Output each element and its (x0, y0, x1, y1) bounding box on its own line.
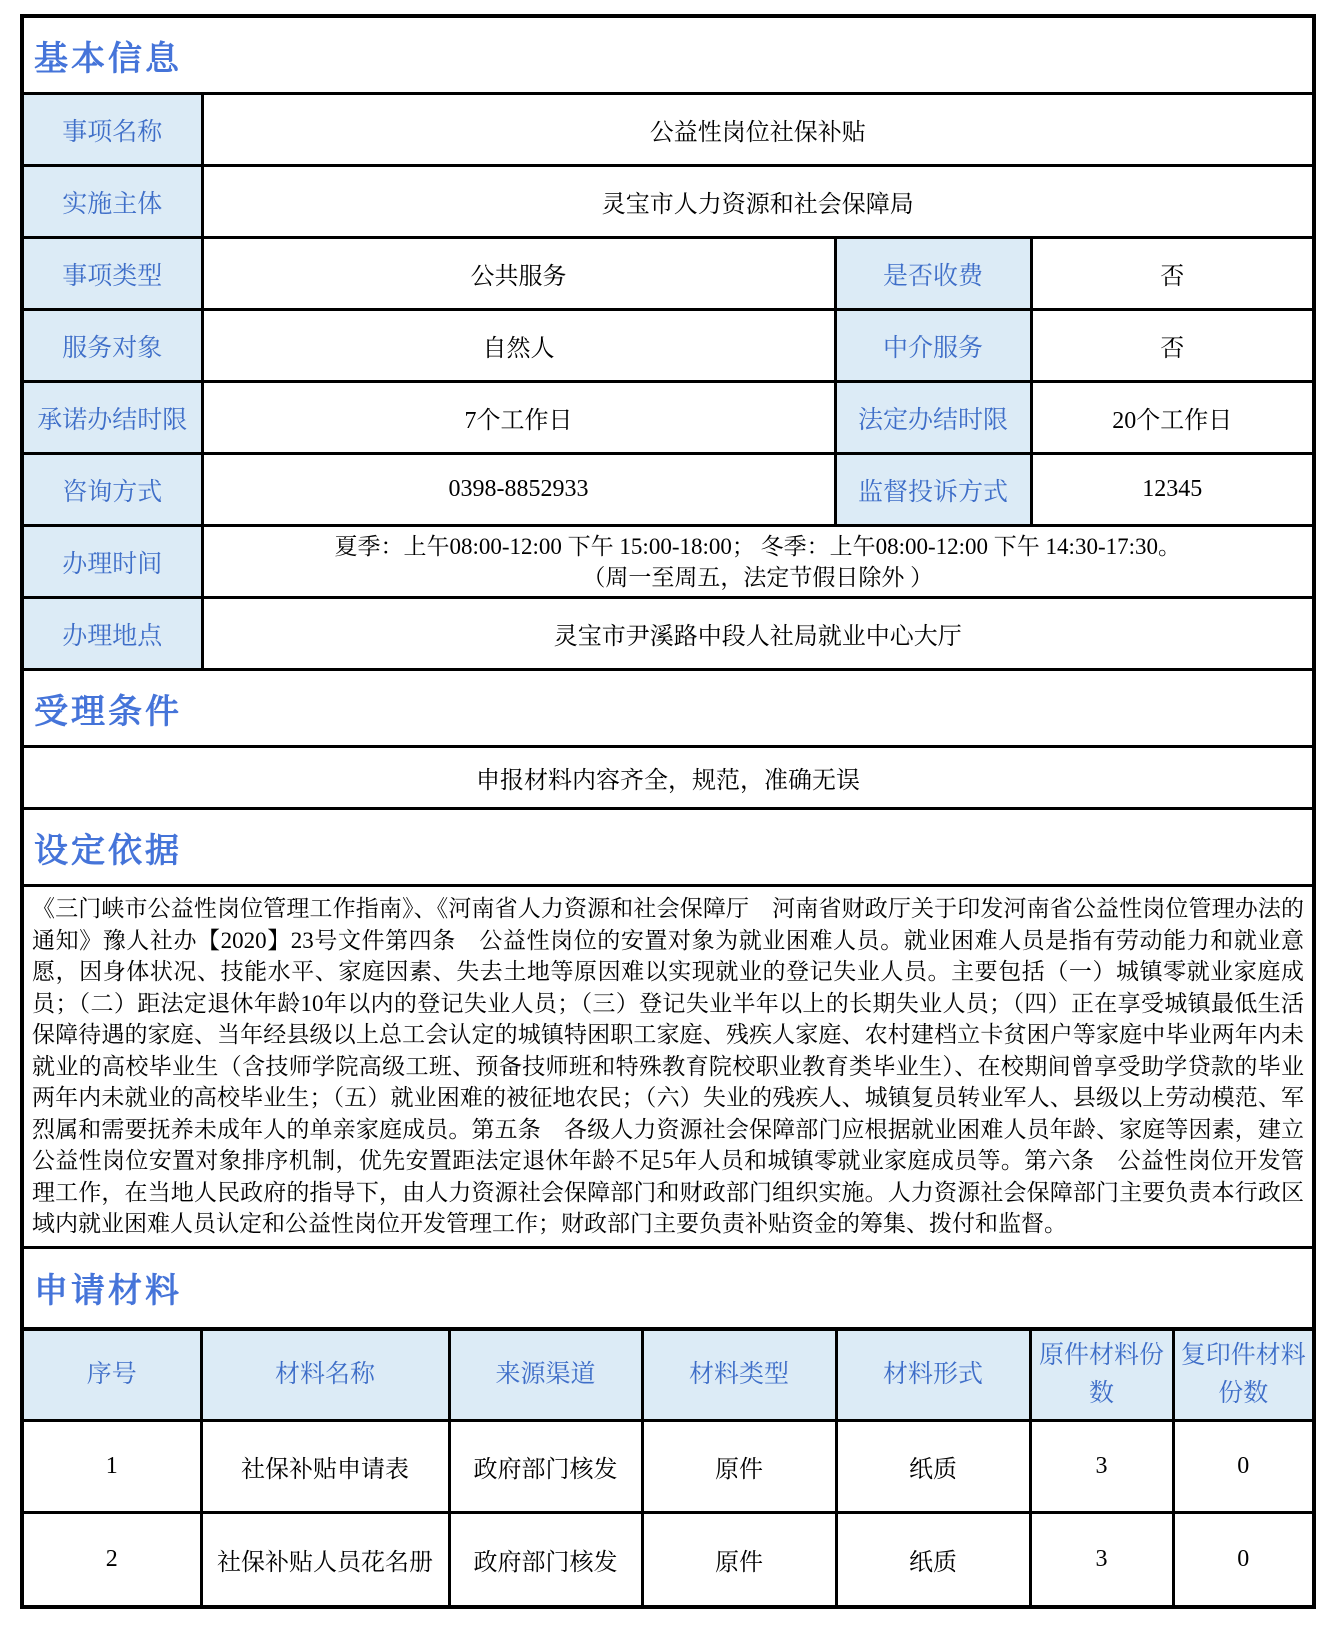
field-label-consultation-phone: 咨询方式 (22, 454, 202, 526)
column-header-material-name: 材料名称 (201, 1329, 449, 1421)
material-2-serial: 2 (22, 1513, 201, 1607)
material-row-2 (22, 1513, 1314, 1607)
field-value-implementing-body: 灵宝市人力资源和社会保障局 (202, 166, 1314, 238)
material-2-original-count: 3 (1030, 1513, 1173, 1607)
material-1-form: 纸质 (836, 1421, 1030, 1513)
field-label-intermediary-service: 中介服务 (835, 310, 1031, 382)
material-2-name: 社保补贴人员花名册 (201, 1513, 449, 1607)
row-legal-basis-content (22, 886, 1314, 1248)
field-value-item-name: 公益性岗位社保补贴 (202, 94, 1314, 166)
field-label-office-hours: 办理时间 (22, 526, 202, 598)
material-row-1 (22, 1421, 1314, 1513)
material-1-source: 政府部门核发 (449, 1421, 642, 1513)
field-value-office-hours (202, 526, 1314, 598)
field-value-consultation-phone: 0398-8852933 (202, 454, 835, 526)
row-implementing-body (22, 166, 1314, 238)
field-label-statutory-time-limit: 法定办结时限 (835, 382, 1031, 454)
field-value-service-target: 自然人 (202, 310, 835, 382)
section-title-legal-basis: 设定依据 (22, 809, 1314, 886)
column-header-material-form: 材料形式 (836, 1329, 1030, 1421)
section-title-acceptance-conditions: 受理条件 (22, 670, 1314, 747)
field-value-statutory-time-limit: 20个工作日 (1031, 382, 1314, 454)
basic-info-table (20, 14, 1316, 1331)
column-header-source-channel: 来源渠道 (449, 1329, 642, 1421)
section-row-acceptance (22, 670, 1314, 747)
row-office-hours (22, 526, 1314, 598)
row-acceptance-content (22, 747, 1314, 809)
row-item-type-fee (22, 238, 1314, 310)
column-header-photocopy-copies: 复印件材料份数 (1173, 1329, 1314, 1421)
materials-table (20, 1327, 1316, 1609)
material-1-original-count: 3 (1030, 1421, 1173, 1513)
field-value-item-type: 公共服务 (202, 238, 835, 310)
material-2-source: 政府部门核发 (449, 1513, 642, 1607)
field-label-item-type: 事项类型 (22, 238, 202, 310)
material-2-type: 原件 (642, 1513, 836, 1607)
field-value-complaint-hotline: 12345 (1031, 454, 1314, 526)
section-row-application-materials (22, 1247, 1314, 1329)
row-office-location (22, 598, 1314, 670)
service-info-document (20, 14, 1312, 1609)
section-row-basic-info (22, 16, 1314, 94)
material-2-form: 纸质 (836, 1513, 1030, 1607)
section-row-legal-basis (22, 809, 1314, 886)
material-1-name: 社保补贴申请表 (201, 1421, 449, 1513)
field-label-implementing-body: 实施主体 (22, 166, 202, 238)
field-label-fee-charged: 是否收费 (835, 238, 1031, 310)
acceptance-conditions-text: 申报材料内容齐全，规范，准确无误 (22, 747, 1314, 809)
field-value-promised-time-limit: 7个工作日 (202, 382, 835, 454)
row-item-name (22, 94, 1314, 166)
section-title-application-materials: 申请材料 (22, 1247, 1314, 1329)
field-value-intermediary-service: 否 (1031, 310, 1314, 382)
column-header-material-type: 材料类型 (642, 1329, 836, 1421)
field-label-office-location: 办理地点 (22, 598, 202, 670)
field-label-complaint-hotline: 监督投诉方式 (835, 454, 1031, 526)
material-2-copy-count: 0 (1173, 1513, 1314, 1607)
field-label-item-name: 事项名称 (22, 94, 202, 166)
material-1-serial: 1 (22, 1421, 201, 1513)
materials-header-row (22, 1329, 1314, 1421)
column-header-original-copies: 原件材料份数 (1030, 1329, 1173, 1421)
field-label-promised-time-limit: 承诺办结时限 (22, 382, 202, 454)
section-title-basic-info: 基本信息 (22, 16, 1314, 94)
office-hours-line-1: 夏季：上午08:00-12:00 下午 15:00-18:00； 冬季：上午08:00-12:00 下午 14:30-17:30。 (334, 533, 1181, 559)
column-header-serial-number: 序号 (22, 1329, 201, 1421)
office-hours-line-2: （周一至周五，法定节假日除外 ） (582, 564, 934, 590)
row-contact-complaint (22, 454, 1314, 526)
material-1-type: 原件 (642, 1421, 836, 1513)
row-service-target-intermediary (22, 310, 1314, 382)
row-time-limits (22, 382, 1314, 454)
material-1-copy-count: 0 (1173, 1421, 1314, 1513)
field-label-service-target: 服务对象 (22, 310, 202, 382)
field-value-office-location: 灵宝市尹溪路中段人社局就业中心大厅 (202, 598, 1314, 670)
legal-basis-text: 《三门峡市公益性岗位管理工作指南》、《河南省人力资源和社会保障厅 河南省财政厅关于印发河南省公益性岗位管理办法的通知》豫人社办【2020】23号文件第四条 公益性岗位的安置对象为就业困难人员。就业困难人员是指有劳动能力和就业意愿，因身体状况、技能水平、家庭因素、失去土地等原因难以实现就业的登记失业人员。主要包括（一）城镇零就业家庭成员；（二）距法定退休年龄10年以内的登记失业人员；（三）登记失业半年以上的长期失业人员；（四）正在享受城镇最低生活保障待遇的家庭、当年经县级以上总工会认定的城镇特困职工家庭、残疾人家庭、农村建档立卡贫困户等家庭中毕业两年内未就业的高校毕业生（含技师学院高级工班、预备技师班和特殊教育院校职业教育类毕业生）、在校期间曾享受助学贷款的毕业两年内未就业的高校毕业生；（五）就业困难的被征地农民；（六）失业的残疾人、城镇复员转业军人、县级以上劳动模范、军烈属和需要抚养未成年人的单亲家庭成员。第五条 各级人力资源社会保障部门应根据就业困难人员年龄、家庭等因素，建立公益性岗位安置对象排序机制，优先安置距法定退休年龄不足5年人员和城镇零就业家庭成员等。第六条 公益性岗位开发管理工作，在当地人民政府的指导下，由人力资源社会保障部门和财政部门组织实施。人力资源社会保障部门主要负责本行政区域内就业困难人员认定和公益性岗位开发管理工作；财政部门主要负责补贴资金的筹集、拨付和监督。 (22, 886, 1314, 1248)
field-value-fee-charged: 否 (1031, 238, 1314, 310)
